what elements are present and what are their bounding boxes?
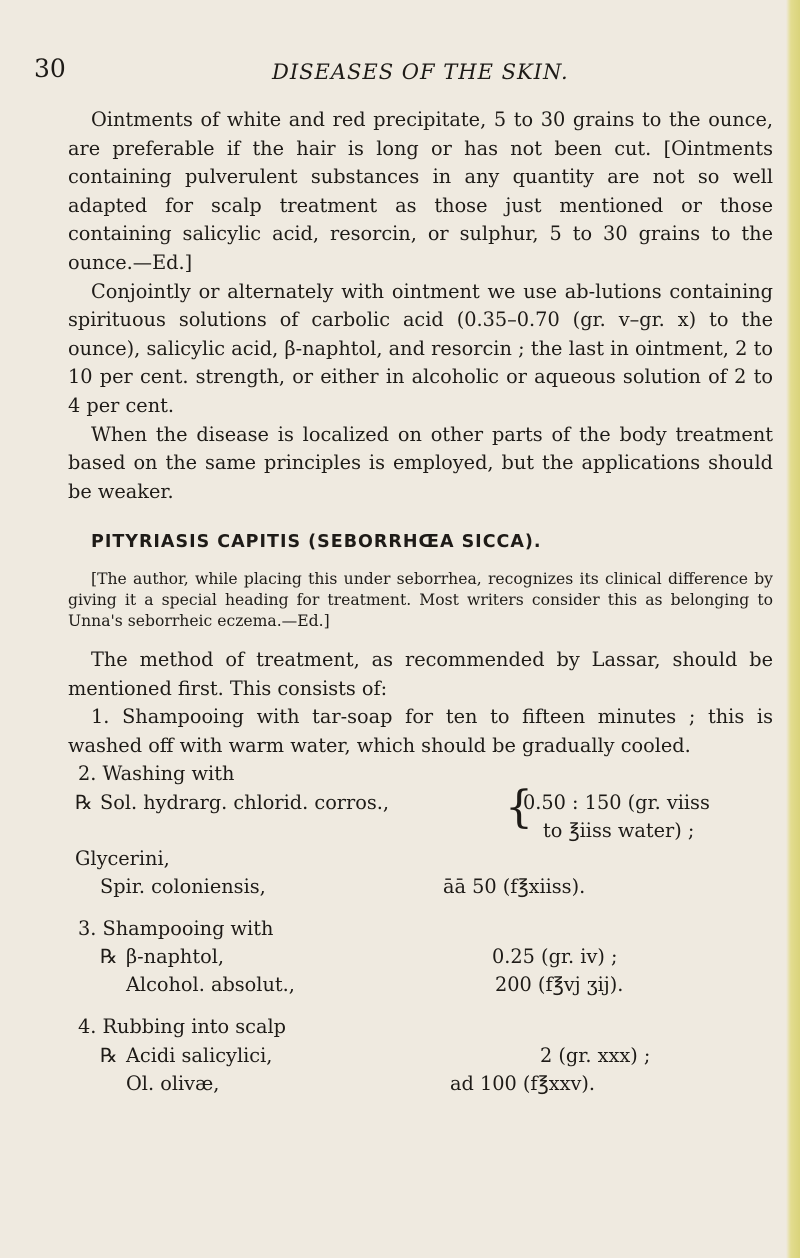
step-3-heading: 3. Shampooing with [78,916,274,940]
rx-ingredient: Alcohol. absolut., [126,973,295,997]
running-title: DISEASES OF THE SKIN. [272,60,569,84]
page-number: 30 [34,54,66,83]
rx-symbol: ℞ [100,945,118,969]
editor-note: [The author, while placing this under seborrhea, recognizes its clinical difference by giving it a special heading for treatment. Most writers consider this as belonging to Unna's seborrheic eczema.—Ed.] [68,569,773,630]
step-2-line-2 [68,817,773,845]
paragraph-ablutions: Conjointly or alternately with ointment we use ab-lutions containing spirituous solutions of carbolic acid (0.35–0.70 (gr. v–gr. x) to the ounce), salicylic acid, β-naphtol, and resorcin ; the last in ointment, 2 to 10 per cent. strength, or either in alcoholic or aqueous solution of 2 to 4 per cent. [68,279,773,417]
rx-ingredient: Acidi salicylici, [126,1044,273,1068]
step-4-line-1 [68,1042,773,1070]
rx-symbol: ℞ [75,790,93,814]
method-intro: The method of treatment, as recommended by Lassar, should be mentioned first. This consists of: [68,647,773,700]
step-2-line-4 [68,873,773,901]
paragraph-ointments: Ointments of white and red precipitate, 5 to 30 grains to the ounce, are preferable if the hair is long or has not been cut. [Ointments containing pulverulent substances in any quantity are not so well adapted for scalp treatment as those just mentioned or those containing salicylic acid, resorcin, or sulphur, 5 to 30 grains to the ounce.—Ed.] [68,108,773,274]
page-edge [786,0,800,1258]
page-header [0,54,800,94]
page-body [68,106,773,1098]
section-heading: PITYRIASIS CAPITIS (SEBORRHŒA SICCA). [91,532,542,553]
step-4-line-2 [68,1070,773,1098]
step-4-heading: 4. Rubbing into scalp [78,1015,286,1039]
rx-ingredient: Glycerini, [75,846,170,870]
step-1: 1. Shampooing with tar-soap for ten to fifteen minutes ; this is washed off with warm water, which should be gradually cooled. [68,705,773,757]
rx-ingredient: β-naphtol, [126,945,224,969]
step-2-line-3 [68,845,773,873]
treatment-steps [68,646,773,1098]
rx-ingredient: Spir. coloniensis, [100,874,266,898]
rx-ingredient: Ol. olivæ, [126,1072,220,1096]
rx-quantity: 200 (f℥vj ʒij). [495,973,624,997]
brace-glyph: { [505,781,533,833]
rx-quantity: āā 50 (f℥xiiss). [443,874,586,898]
step-3-line-1 [68,943,773,971]
step-3-line-2 [68,971,773,999]
rx-quantity: 0.50 : 150 (gr. viiss [523,790,710,814]
rx-ingredient: Sol. hydrarg. chlorid. corros., [100,790,390,814]
paragraph-localized: When the disease is localized on other parts of the body treatment based on the same principles is employed, but the applications should be weaker. [68,422,773,503]
rx-symbol: ℞ [100,1044,118,1068]
rx-quantity: 2 (gr. xxx) ; [540,1044,651,1068]
step-2-heading: 2. Washing with [78,762,235,786]
rx-quantity: to ℥iiss water) ; [543,818,695,842]
rx-quantity: ad 100 (f℥xxv). [450,1072,595,1096]
rx-quantity: 0.25 (gr. iv) ; [492,945,618,969]
